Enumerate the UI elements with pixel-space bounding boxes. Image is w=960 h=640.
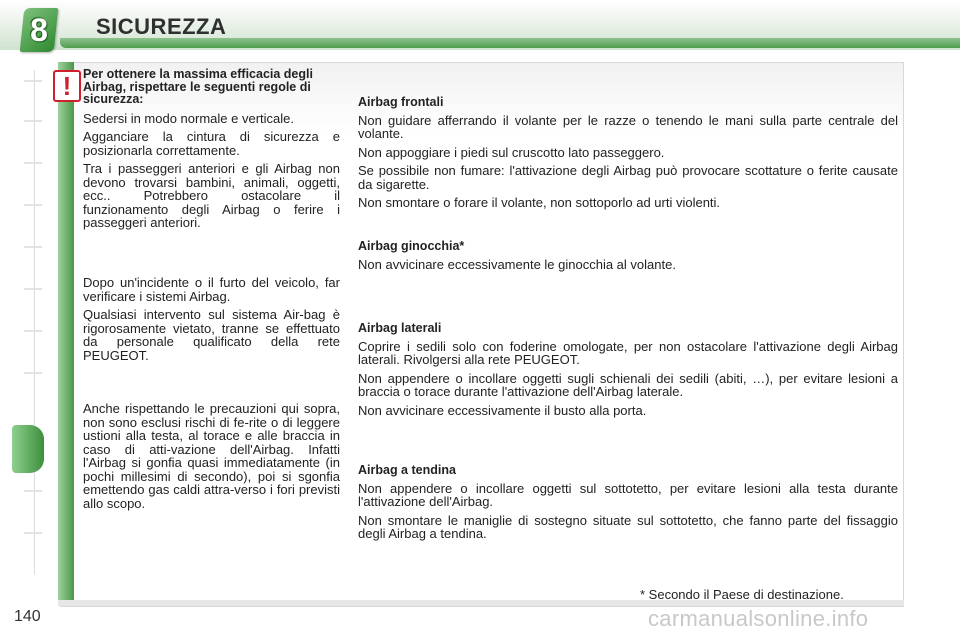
rules-group-2 bbox=[83, 276, 340, 367]
paragraph: Non avvicinare eccessivamente il busto alla porta. bbox=[358, 402, 647, 418]
paragraph: Coprire i sedili solo con foderine omologate, per non ostacolare l'attivazione degli Airbag laterali. Rivolgersi alla rete PEUGEOT. bbox=[358, 338, 898, 367]
paragraph: Non appendere o incollare oggetti sugli schienali dei sedili (abiti, …), per evitare lesioni a braccia o torace durante l'attivazione dell'Airbag laterale. bbox=[358, 370, 898, 399]
section-title: Airbag frontali bbox=[358, 95, 444, 109]
chapter-tab[interactable] bbox=[24, 532, 42, 534]
chapter-tab[interactable] bbox=[24, 120, 42, 122]
section-title: Airbag a tendina bbox=[358, 463, 456, 477]
section-title: Airbag ginocchia* bbox=[358, 239, 465, 253]
exclamation-icon: ! bbox=[53, 70, 81, 102]
chapter-tab[interactable] bbox=[24, 162, 42, 164]
chapter-tab-strip bbox=[10, 70, 35, 575]
safety-rules-heading: Per ottenere la massima efficacia degli Airbag, rispettare le seguenti regole di sicurezza: bbox=[83, 67, 313, 106]
section-airbag-frontali bbox=[358, 96, 898, 215]
paragraph: Se possibile non fumare: l'attivazione degli Airbag può provocare scottature o ferite causate da sigarette. bbox=[358, 163, 898, 192]
section-airbag-laterali bbox=[358, 322, 898, 422]
paragraph: Non appendere o incollare oggetti sul sottotetto, per evitare lesioni alla testa durante l'attivazione dell'Airbag. bbox=[358, 480, 898, 509]
page-number: 140 bbox=[14, 608, 41, 625]
rules-group-1 bbox=[83, 112, 340, 230]
chapter-tab[interactable] bbox=[24, 80, 42, 82]
chapter-tab[interactable] bbox=[24, 372, 42, 374]
paragraph: Dopo un'incidente o il furto del veicolo, far verificare i sistemi Airbag. bbox=[83, 275, 340, 304]
frame-side-bar bbox=[58, 62, 74, 605]
paragraph: Tra i passeggeri anteriori e gli Airbag non devono trovarsi bambini, animali, oggetti, ecc.. Potrebbero ostacolare il funzionamento degli Airbag o ferire i passeggeri anteriori. bbox=[83, 161, 340, 230]
paragraph: Non smontare o forare il volante, non sottoporlo ad urti violenti. bbox=[358, 195, 721, 210]
paragraph: Non appoggiare i piedi sul cruscotto lato passeggero. bbox=[358, 144, 665, 160]
section-airbag-ginocchia bbox=[358, 240, 898, 276]
paragraph: Agganciare la cintura di sicurezza e posizionarla correttamente. bbox=[83, 129, 340, 158]
chapter-tab[interactable] bbox=[24, 288, 42, 290]
chapter-tab[interactable] bbox=[24, 330, 42, 332]
chapter-tab[interactable] bbox=[24, 204, 42, 206]
section-title: Airbag laterali bbox=[358, 321, 442, 335]
chapter-tab[interactable] bbox=[24, 246, 42, 248]
watermark: carmanualsonline.info bbox=[648, 606, 869, 631]
footnote: * Secondo il Paese di destinazione. bbox=[640, 587, 844, 602]
chapter-number: 8 bbox=[30, 12, 48, 48]
section-airbag-tendina bbox=[358, 464, 898, 546]
chapter-tab[interactable] bbox=[24, 490, 42, 492]
paragraph: Non avvicinare eccessivamente le ginocchia al volante. bbox=[358, 256, 676, 272]
rules-group-3 bbox=[83, 402, 340, 515]
paragraph: Sedersi in modo normale e verticale. bbox=[83, 110, 294, 126]
left-column bbox=[83, 67, 340, 511]
paragraph: Qualsiasi intervento sul sistema Air-bag è rigorosamente vietato, tranne se effettuato da personale qualificato della rete PEUGEOT. bbox=[83, 307, 340, 363]
paragraph: Non smontare le maniglie di sostegno situate sul sottotetto, che fanno parte del fissaggio degli Airbag a tendina. bbox=[358, 512, 898, 541]
paragraph: Anche rispettando le precauzioni qui sopra, non sono esclusi rischi di fe-rite o di leggere ustioni alla testa, al torace e alle braccia in caso di atti-vazione dell'Airbag. Infatti l'Airbag si gonfia quasi immediatamente (in pochi millesimi di secondo), poi si sgonfia emettendo gas caldi attra-verso i fori previsti allo scopo. bbox=[83, 401, 340, 511]
paragraph: Non guidare afferrando il volante per le razze o tenendo le mani sulla parte centrale del volante. bbox=[358, 112, 898, 141]
chapter-tab-active[interactable] bbox=[12, 425, 44, 473]
chapter-title: SICUREZZA bbox=[96, 14, 227, 39]
